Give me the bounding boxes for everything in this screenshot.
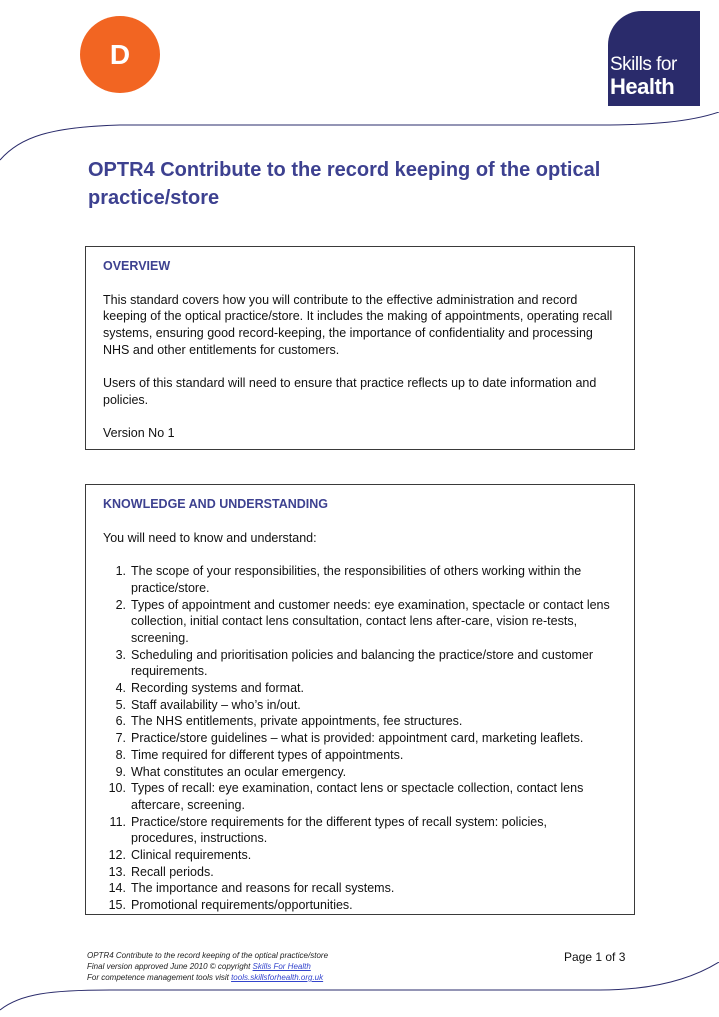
list-item-number: 3. [115, 647, 126, 662]
list-item-number: 14. [108, 881, 126, 896]
tools-link[interactable]: tools.skillsforhealth.org.uk [231, 973, 324, 982]
list-item [103, 897, 616, 914]
list-item-number: 4. [115, 681, 126, 696]
list-item-number: 13. [108, 864, 126, 879]
badge-letter: D [109, 38, 131, 70]
logo-line2: Health [610, 74, 675, 99]
list-item-text: The NHS entitlements, private appointments, fee structures. [131, 714, 463, 729]
list-item-text: The scope of your responsibilities, the responsibilities of others working within the practice/store. [131, 564, 582, 595]
overview-heading: OVERVIEW [103, 259, 171, 273]
footer-text [87, 950, 557, 983]
list-item-number: 10. [108, 781, 126, 796]
list-item [103, 847, 616, 864]
overview-paragraph-1: This standard covers how you will contribute to the effective administration and record keeping of the optical practice/store. It includes the making of appointments, operating recall systems, ensuring good record-keeping, the importance of confidentiality and processing NHS and other entitlements for customers. [103, 292, 613, 357]
list-item-number: 5. [115, 697, 126, 712]
overview-box [85, 246, 635, 450]
list-item [103, 680, 616, 697]
list-item [103, 764, 616, 781]
footer-line-1: OPTR4 Contribute to the record keeping of the optical practice/store [87, 951, 329, 960]
list-item-number: 8. [115, 747, 126, 762]
footer-line-2 [87, 961, 557, 972]
footer-line-2-text: Final version approved June 2010 © copyright [87, 962, 253, 971]
section-badge [80, 16, 160, 93]
list-item [103, 880, 616, 897]
footer-line-3-text: For competence management tools visit [87, 973, 232, 982]
logo-line1: Skills for [610, 54, 677, 75]
list-item-number: 15. [108, 898, 126, 913]
list-item-text: Types of recall: eye examination, contact lens or spectacle collection, contact lens aftercare, screening. [131, 781, 584, 812]
list-item [103, 730, 616, 747]
overview-paragraph-2: Users of this standard will need to ensure that practice reflects up to date information and policies. [103, 376, 597, 407]
list-item-text: Practice/store guidelines – what is provided: appointment card, marketing leaflets. [131, 731, 584, 746]
list-item-text: Promotional requirements/opportunities. [131, 898, 353, 913]
list-item [103, 864, 616, 881]
list-item-text: Scheduling and prioritisation policies and balancing the practice/store and customer requirements. [131, 647, 594, 679]
knowledge-intro: You will need to know and understand: [103, 530, 317, 545]
list-item-text: Clinical requirements. [131, 848, 252, 863]
list-item-number: 6. [115, 714, 126, 729]
list-item-text: Practice/store requirements for the different types of recall system: policies, procedures, instructions. [131, 814, 547, 846]
skills-for-health-logo [608, 11, 700, 106]
list-item-text: Staff availability – who’s in/out. [131, 697, 301, 712]
list-item [103, 597, 616, 647]
knowledge-list [103, 563, 616, 914]
list-item-number: 11. [109, 814, 126, 829]
document-title: OPTR4 Contribute to the record keeping of the optical practice/store [88, 159, 601, 209]
list-item-text: What constitutes an ocular emergency. [131, 764, 347, 779]
header-swoosh [0, 112, 719, 162]
list-item [103, 697, 616, 714]
list-item-number: 7. [115, 731, 126, 746]
footer-line-3 [87, 972, 557, 983]
list-item [103, 647, 616, 680]
list-item-text: The importance and reasons for recall systems. [131, 881, 395, 896]
list-item-number: 9. [115, 764, 126, 779]
list-item-number: 1. [115, 564, 126, 579]
list-item-text: Recall periods. [131, 864, 214, 879]
list-item [103, 747, 616, 764]
list-item-text: Recording systems and format. [131, 681, 304, 696]
knowledge-box [85, 484, 635, 915]
list-item [103, 563, 616, 596]
copyright-link[interactable]: Skills For Health [252, 962, 311, 971]
list-item [103, 713, 616, 730]
list-item-text: Time required for different types of appointments. [131, 747, 404, 762]
list-item-number: 12. [108, 848, 126, 863]
page-number: Page 1 of 3 [564, 950, 626, 964]
list-item [103, 814, 616, 847]
version-number: Version No 1 [103, 426, 175, 441]
knowledge-heading: KNOWLEDGE AND UNDERSTANDING [103, 497, 328, 511]
list-item-text: Types of appointment and customer needs: eye examination, spectacle or contact lens collection, initial contact lens consultation, contact lens after-care, vision re-tests, screening. [131, 597, 610, 645]
list-item-number: 2. [115, 597, 126, 612]
list-item [103, 780, 616, 813]
